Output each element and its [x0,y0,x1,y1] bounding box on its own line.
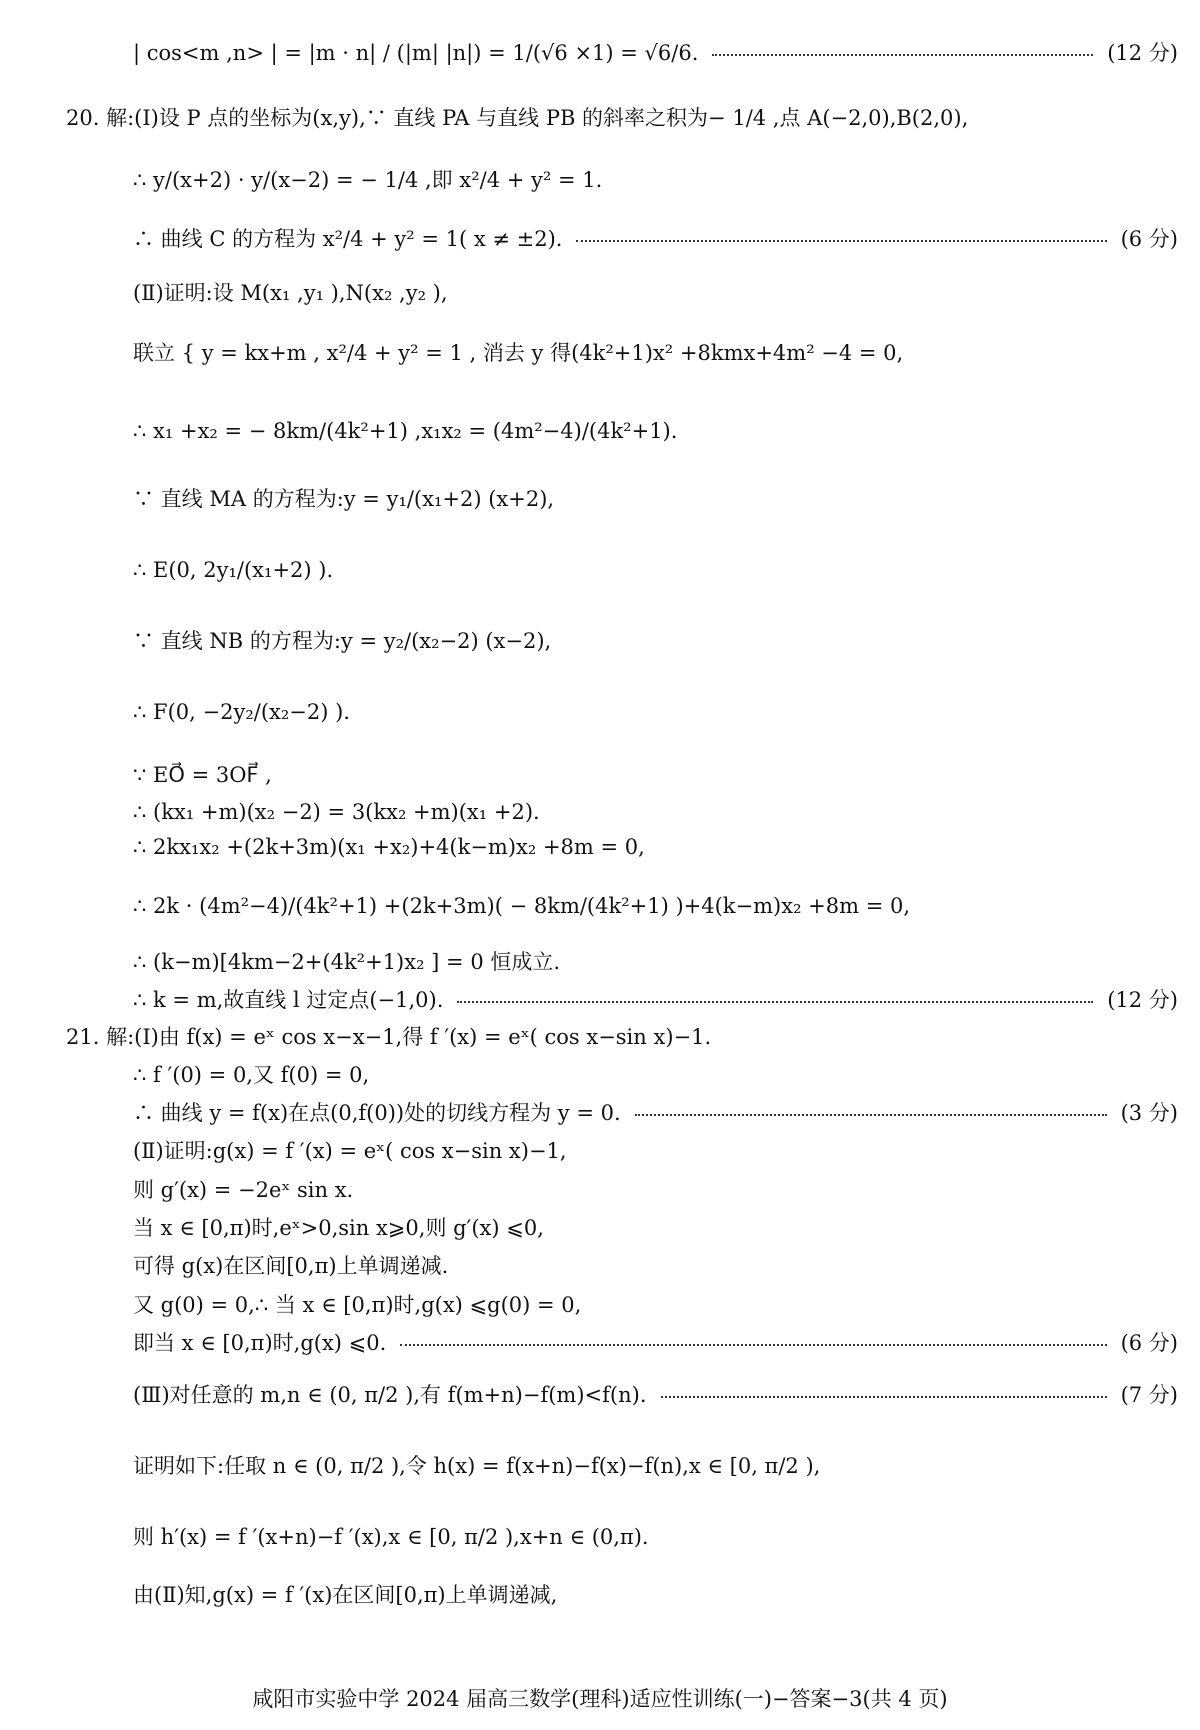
score-label: (12 分) [1107,41,1178,65]
line-text: ∴ x₁ +x₂ = − 8km/(4k²+1) ,x₁x₂ = (4m²−4)/(4k²+1). [133,419,678,443]
line-text: ∵ EO⃗ = 3OF⃗ , [133,763,272,787]
answer-line [0,1022,1200,1052]
answer-line [0,338,1200,368]
answer-line [0,38,1200,68]
line-text: 又 g(0) = 0,∴ 当 x ∈ [0,π)时,g(x) ⩽g(0) = 0, [133,1293,582,1317]
answer-line [0,985,1200,1015]
answer-line [0,103,1200,133]
answer-line [0,797,1200,827]
line-text: 证明如下:任取 n ∈ (0, π/2 ),令 h(x) = f(x+n)−f(x)−f(n),x ∈ [0, π/2 ), [133,1454,821,1478]
score-label: (12 分) [1107,988,1178,1012]
line-text: ∴ y/(x+2) · y/(x−2) = − 1/4 ,即 x²/4 + y² = 1. [133,168,603,192]
answer-line [0,626,1200,656]
dot-leader [400,1344,1106,1346]
line-text: ∴ k = m,故直线 l 过定点(−1,0). [133,988,444,1012]
line-text: 21. 解:(Ⅰ)由 f(x) = eˣ cos x−x−1,得 f ′(x) = eˣ( cos x−sin x)−1. [66,1025,712,1049]
answer-line [0,165,1200,195]
answer-line [0,1213,1200,1243]
line-text: 联立 { y = kx+m , x²/4 + y² = 1 , 消去 y 得(4k²+1)x² +8kmx+4m² −4 = 0, [133,341,904,365]
answer-line [0,760,1200,790]
line-text: ∴ 曲线 y = f(x)在点(0,f(0))处的切线方程为 y = 0. [133,1101,621,1125]
line-text: 由(Ⅱ)知,g(x) = f ′(x)在区间[0,π)上单调递减, [133,1583,558,1607]
line-text: ∴ 2kx₁x₂ +(2k+3m)(x₁ +x₂)+4(k−m)x₂ +8m = 0, [133,835,645,859]
answer-line [0,1451,1200,1481]
answer-line [0,1060,1200,1090]
answer-line [0,891,1200,921]
line-text: 则 h′(x) = f ′(x+n)−f ′(x),x ∈ [0, π/2 ),x+n ∈ (0,π). [133,1525,649,1549]
answer-line [0,1251,1200,1281]
dot-leader [661,1396,1107,1398]
line-text: | cos<m ,n> | = |m · n| / (|m| |n|) = 1/(√6 ×1) = √6/6. [133,41,699,65]
line-text: (Ⅲ)对任意的 m,n ∈ (0, π/2 ),有 f(m+n)−f(m)<f(n). [133,1383,647,1407]
line-text: ∴ (kx₁ +m)(x₂ −2) = 3(kx₂ +m)(x₁ +2). [133,800,540,824]
dot-leader [712,54,1093,56]
line-text: ∴ 曲线 C 的方程为 x²/4 + y² = 1( x ≠ ±2). [133,227,563,251]
answer-line [0,278,1200,308]
line-text: ∵ 直线 NB 的方程为:y = y₂/(x₂−2) (x−2), [133,629,552,653]
answer-line [0,1098,1200,1128]
answer-line [0,832,1200,862]
score-label: (7 分) [1120,1383,1178,1407]
answer-line [0,484,1200,514]
line-text: (Ⅱ)证明:g(x) = f ′(x) = eˣ( cos x−sin x)−1, [133,1139,567,1163]
dot-leader [635,1114,1107,1116]
answer-line [0,1328,1200,1358]
score-label: (6 分) [1120,227,1178,251]
page-footer: 咸阳市实验中学 2024 届高三数学(理科)适应性训练(一)−答案−3(共 4 页) [252,1687,948,1711]
answer-line [0,1290,1200,1320]
answer-line [0,1522,1200,1552]
line-text: 20. 解:(Ⅰ)设 P 点的坐标为(x,y),∵ 直线 PA 与直线 PB 的斜率之积为− 1/4 ,点 A(−2,0),B(2,0), [66,106,969,130]
answer-line [0,224,1200,254]
answer-line [0,697,1200,727]
answer-line [0,1175,1200,1205]
line-text: 可得 g(x)在区间[0,π)上单调递减. [133,1254,449,1278]
answer-line [0,947,1200,977]
line-text: ∴ 2k · (4m²−4)/(4k²+1) +(2k+3m)( − 8km/(4k²+1) )+4(k−m)x₂ +8m = 0, [133,894,911,918]
line-text: ∴ F(0, −2y₂/(x₂−2) ). [133,700,350,724]
line-text: 则 g′(x) = −2eˣ sin x. [133,1178,354,1202]
line-text: 当 x ∈ [0,π)时,eˣ>0,sin x⩾0,则 g′(x) ⩽0, [133,1216,544,1240]
line-text: ∴ (k−m)[4km−2+(4k²+1)x₂ ] = 0 恒成立. [133,950,561,974]
answer-line [0,555,1200,585]
answer-line [0,1580,1200,1610]
answer-line [0,416,1200,446]
line-text: ∵ 直线 MA 的方程为:y = y₁/(x₁+2) (x+2), [133,487,555,511]
line-text: 即当 x ∈ [0,π)时,g(x) ⩽0. [133,1331,387,1355]
dot-leader [457,1001,1093,1003]
answer-line [0,1136,1200,1166]
line-text: ∴ E(0, 2y₁/(x₁+2) ). [133,558,334,582]
answer-line [0,1380,1200,1410]
dot-leader [576,240,1106,242]
line-text: (Ⅱ)证明:设 M(x₁ ,y₁ ),N(x₂ ,y₂ ), [133,281,448,305]
line-text: ∴ f ′(0) = 0,又 f(0) = 0, [133,1063,370,1087]
score-label: (6 分) [1120,1331,1178,1355]
score-label: (3 分) [1120,1101,1178,1125]
